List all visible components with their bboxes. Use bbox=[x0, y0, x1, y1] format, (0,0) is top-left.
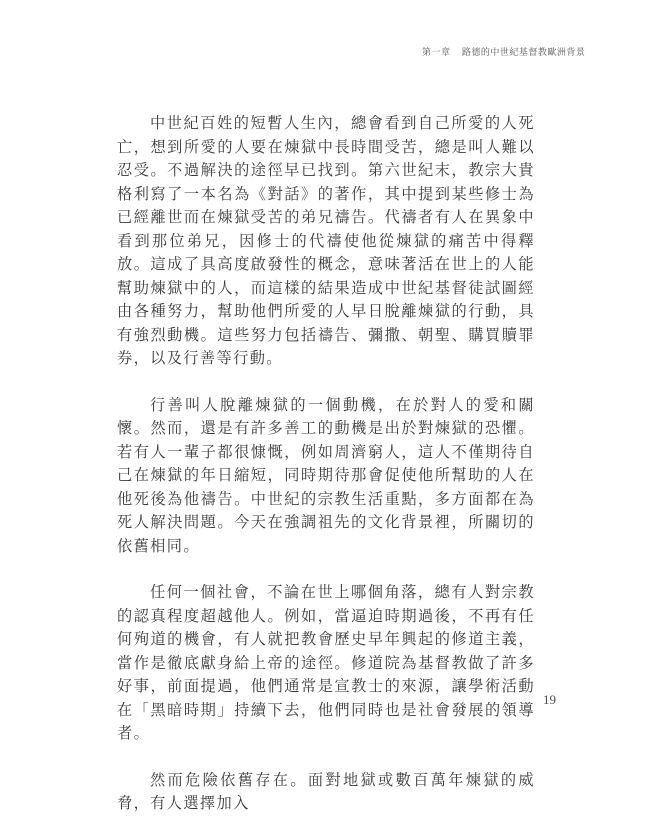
paragraph-purgatory-prayer: 中世紀百姓的短暫人生內，總會看到自己所愛的人死亡，想到所愛的人要在煉獄中長時間受苦，總是叫人難以忍受。不過解決的途徑早已找到。第六世紀末，教宗大貴格利寫了一本名為《對話》的著作，其中提到某些修士為已經離世而在煉獄受苦的弟兄禱告。代禱者有人在異象中看到那位弟兄，因修士的代禱使他從煉獄的痛苦中得釋放。這成了具高度啟發性的概念，意味著活在世上的人能幫助煉獄中的人，而這樣的結果造成中世紀基督徒試圖經由各種努力，幫助他們所愛的人早日脫離煉獄的行動，具有強烈動機。這些努力包括禱告、彌撒、朝聖、購買贖罪券，以及行善等行動。 bbox=[117, 114, 535, 367]
paragraph-danger: 然而危險依舊存在。面對地獄或數百萬年煉獄的威脅，有人選擇加入 bbox=[117, 770, 535, 812]
page-number: 19 bbox=[543, 692, 556, 707]
chapter-number: 第一章 bbox=[422, 48, 451, 58]
running-header bbox=[422, 45, 585, 58]
chapter-title: 路德的中世紀基督教歐洲背景 bbox=[461, 48, 586, 58]
paragraph-monasticism: 任何一個社會，不論在世上哪個角落，總有人對宗教的認真程度超越他人。例如，當逼迫時期過後，不再有任何殉道的機會，有人就把教會歷史早年興起的修道主義，當作是徹底獻身給上帝的途徑。修道院為基督教做了許多好事，前面提過，他們通常是宣教士的來源，讓學術活動在「黑暗時期」持續下去，他們同時也是社會發展的領導者。 bbox=[117, 583, 535, 742]
paragraph-good-works: 行善叫人脫離煉獄的一個動機，在於對人的愛和關懷。然而，還是有許多善工的動機是出於對煉獄的恐懼。若有人一輩子都很慷慨，例如周濟窮人，這人不僅期待自己在煉獄的年日縮短，同時期待那會促使他所幫助的人在他死後為他禱告。中世紀的宗教生活重點，多方面都在為死人解決問題。今天在強調祖先的文化背景裡，所關切的依舊相同。 bbox=[117, 395, 535, 555]
body-text bbox=[117, 112, 535, 816]
